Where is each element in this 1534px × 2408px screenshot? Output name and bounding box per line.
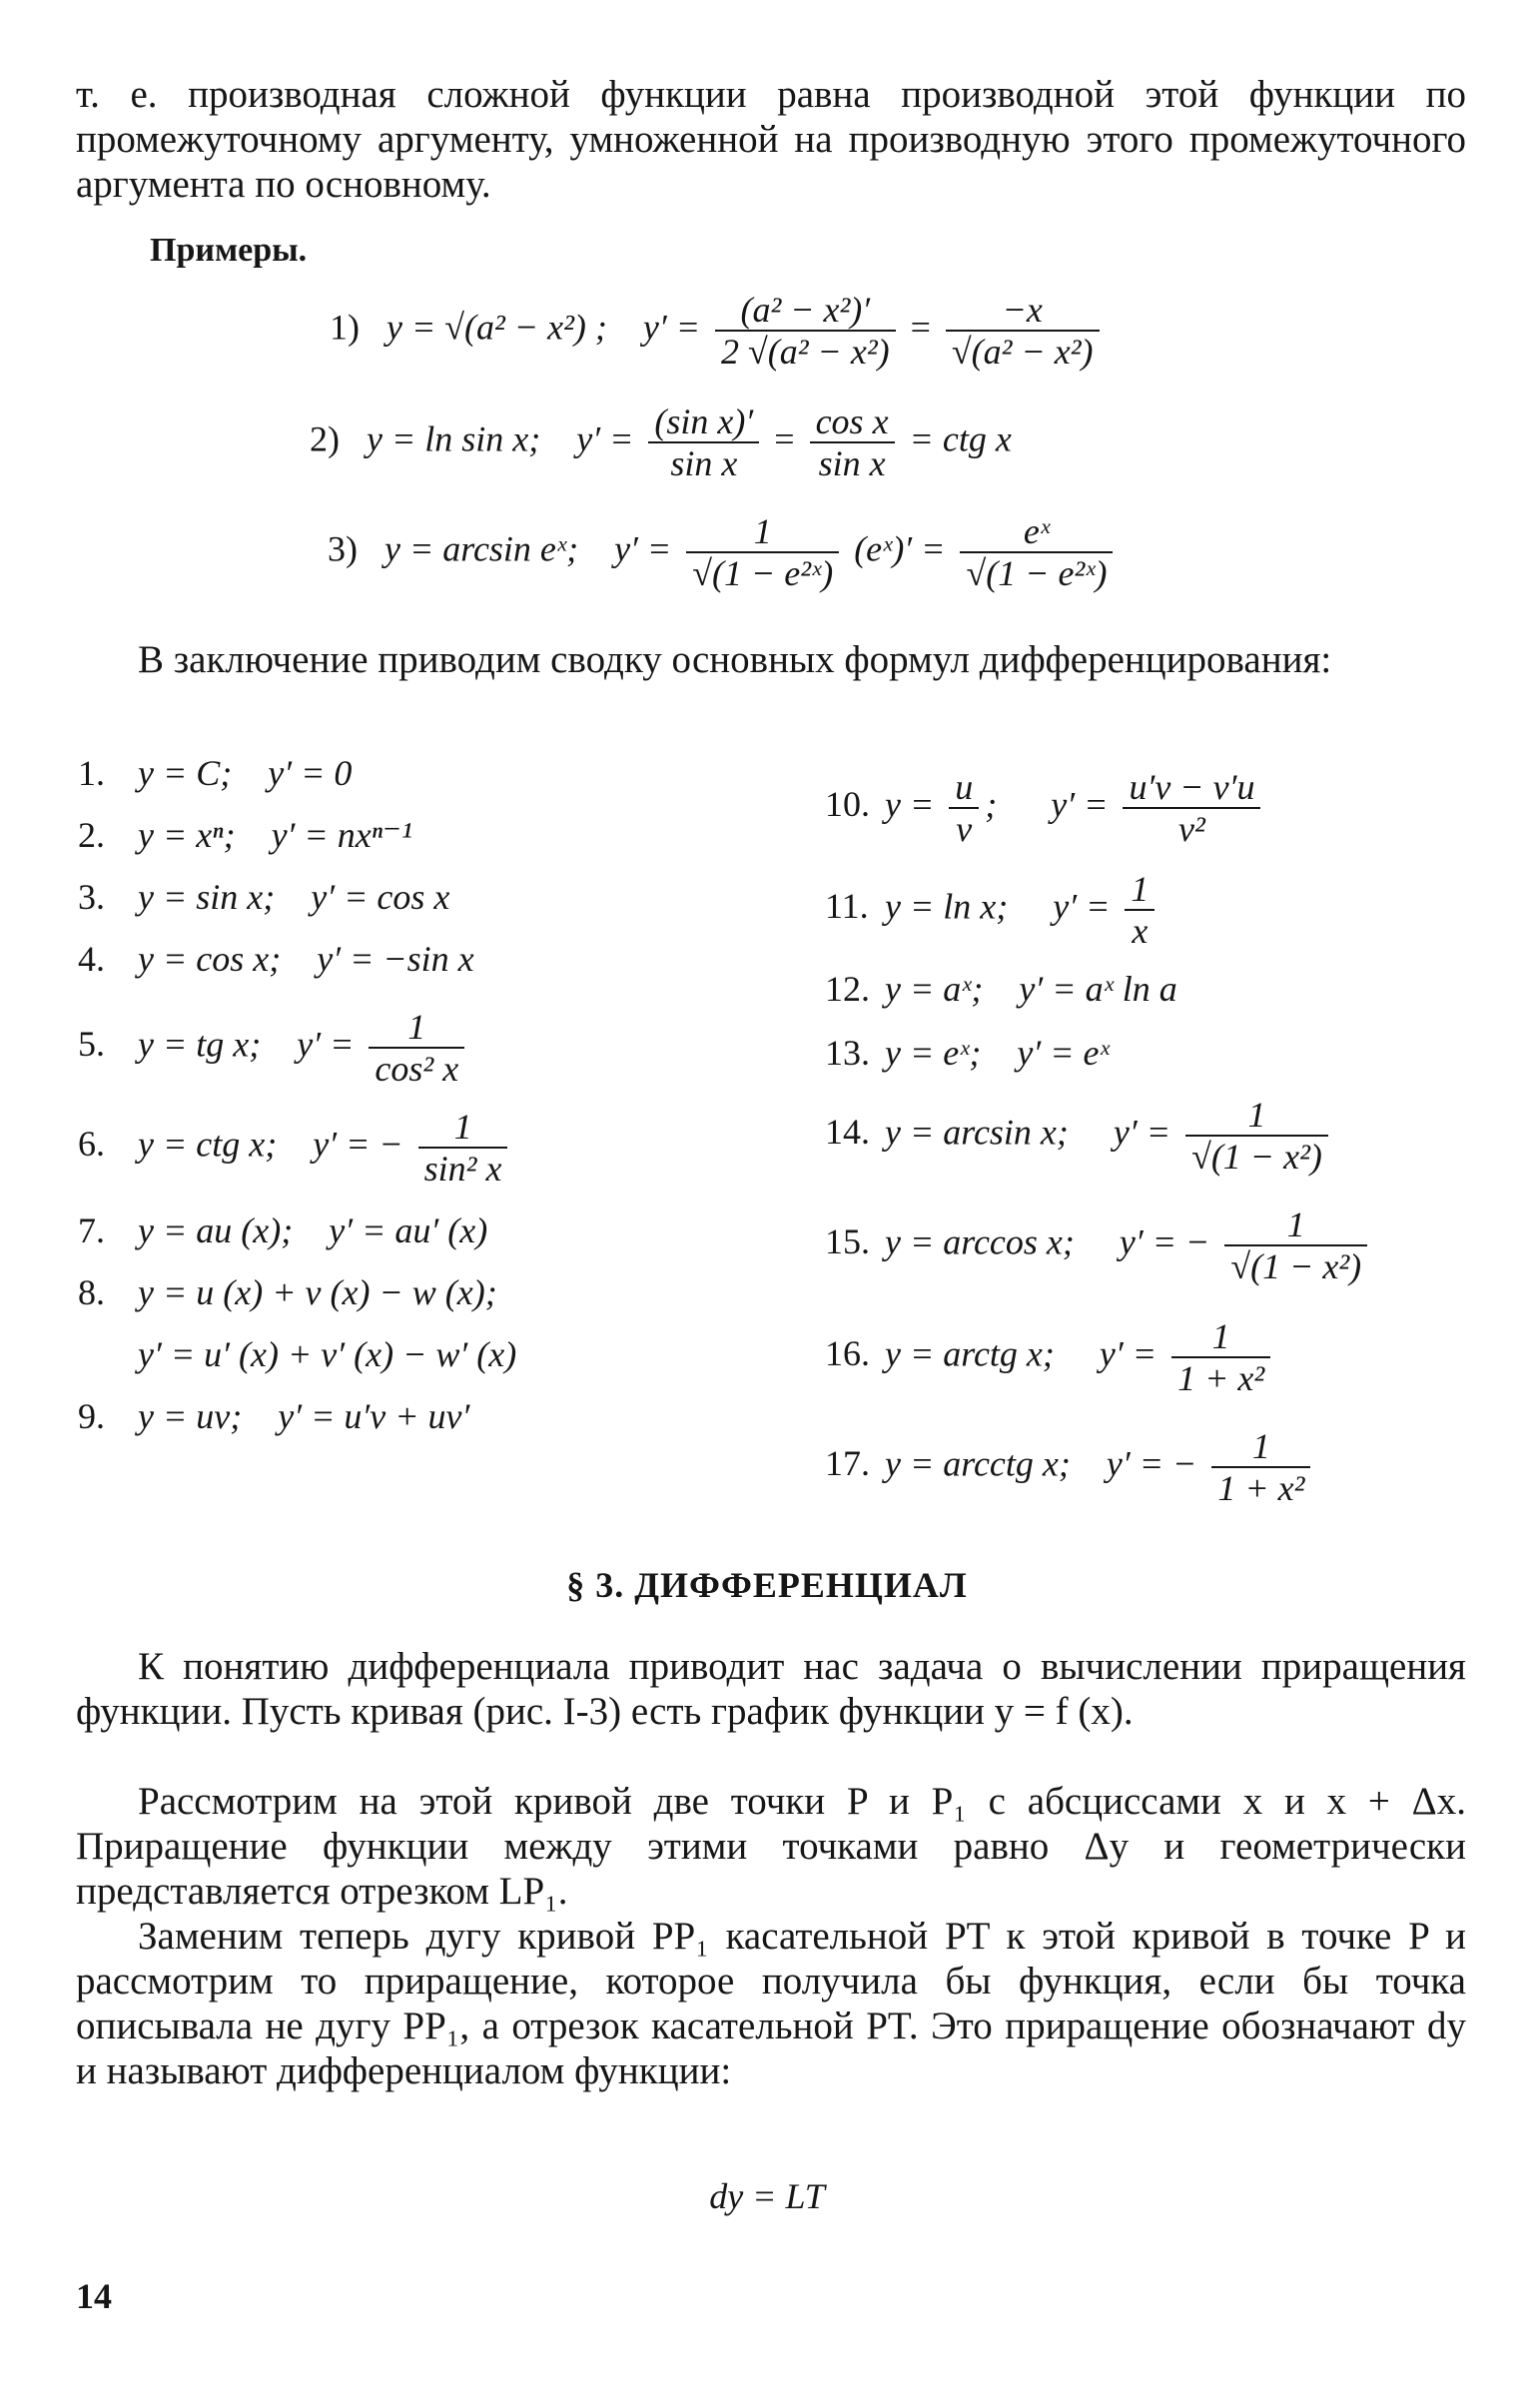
example-1-number: 1) <box>330 307 360 348</box>
formula-16: 16. y = arctg x; y′ = $\frac{1}{\text{1 + x²}}$ <box>825 1316 1276 1398</box>
example-2-result: = ctg x <box>909 418 1012 459</box>
example-1-fraction-2: $\frac{-x}{\text{√(a² − x²)}}$ <box>946 290 1100 372</box>
example-2-function: y = ln sin x; <box>367 418 541 459</box>
example-2-fraction-1: $\frac{\text{(sin x)′}}{\text{sin x}}$ <box>648 401 759 483</box>
formula-4: 4. y = cos x; y′ = −sin x <box>78 939 474 979</box>
formula-6: 6. y = ctg x; y′ = − $\frac{1}{\text{sin² x}}$ <box>78 1107 513 1189</box>
example-2: 2) y = ln sin x; y′ = $\frac{\text{(sin x)′}}{\text{sin x}}$ = $\frac{\text{cos x}}{\text{sin x}}$ = ctg x <box>310 401 1012 483</box>
formula-3: 3. y = sin x; y′ = cos x <box>78 877 450 917</box>
section-heading: § 3. ДИФФЕРЕНЦИАЛ <box>566 1565 968 1605</box>
formula-13: 13. y = eˣ; y′ = eˣ <box>825 1033 1110 1073</box>
section-paragraph-3: Заменим теперь дугу кривой PP₁ касательной PT к этой кривой в точке P и рассмотрим то приращение, которое получила бы функция, если бы точка описывала не дугу PP₁, а отрезок касательной PT. Это приращение обозначают dy и называют дифференциалом функции: <box>76 1915 1466 2092</box>
example-3-number: 3) <box>328 528 358 569</box>
example-3-function: y = arcsin eˣ; <box>384 528 579 569</box>
summary-text: В заключение приводим сводку основных формул дифференцирования: <box>138 638 1332 681</box>
formula-14: 14. y = arcsin x; y′ = $\frac{1}{\text{√(1 − x²)}}$ <box>825 1095 1334 1177</box>
formula-10: 10. y = $\frac{u}{v}$ ; y′ = $\frac{u'v - v'u}{\text{v²}}$ <box>825 767 1266 849</box>
formula-9: 9. y = uv; y′ = u′v + uv′ <box>78 1396 470 1436</box>
formula-1: 1. y = C; y′ = 0 <box>78 753 353 793</box>
example-1-fraction-1: $\frac{\text{(a² − x²)′}}{\text{2 √(a² − x²)}}$ <box>715 290 896 372</box>
example-2-fraction-2: $\frac{\text{cos x}}{\text{sin x}}$ <box>810 401 895 483</box>
example-3-middle: (eˣ)′ = <box>854 528 946 569</box>
example-2-number: 2) <box>310 418 340 459</box>
formula-11: 11. y = ln x; y′ = $\frac{1}{x}$ <box>825 869 1160 951</box>
formula-15: 15. y = arccos x; y′ = − $\frac{1}{\text{√(1 − x²)}}$ <box>825 1204 1373 1286</box>
intro-paragraph <box>76 72 1466 207</box>
formula-8: 8. y = u (x) + v (x) − w (x); <box>78 1272 497 1312</box>
example-3: 3) y = arcsin eˣ; y′ = $\frac{1}{\text{√(1 − e²ˣ)}}$ (eˣ)′ = $\frac{\text{eˣ}}{\text{√(1 − e²ˣ)}}$ <box>328 511 1119 593</box>
summary-paragraph <box>76 637 1466 682</box>
differential-formula: dy = LT <box>709 2176 825 2216</box>
formula-8-derivative: y′ = u′ (x) + v′ (x) − w′ (x) <box>138 1334 517 1374</box>
page-number: 14 <box>76 2276 112 2316</box>
formula-7: 7. y = au (x); y′ = au′ (x) <box>78 1210 488 1250</box>
example-3-fraction-1: $\frac{1}{\text{√(1 − e²ˣ)}}$ <box>686 511 839 593</box>
example-1: 1) y = √(a² − x²) ; y′ = $\frac{\text{(a² − x²)′}}{\text{2 √(a² − x²)}}$ = $\frac{-x}{\text{√(a² − x²)}}$ <box>330 290 1106 372</box>
example-1-function: y = √(a² − x²) ; <box>386 307 607 348</box>
section-paragraph-2: Рассмотрим на этой кривой две точки P и P₁ с абсциссами x и x + Δx. Приращение функции между этими точками равно Δy и геометрически представляется отрезком LP₁. <box>76 1780 1466 1913</box>
formula-12: 12. y = aˣ; y′ = aˣ ln a <box>825 969 1177 1009</box>
intro-text: т. е. производная сложной функции равна производной этой функции по промежуточному аргументу, умноженной на производную этого промежуточного аргумента по основному. <box>76 73 1466 206</box>
formula-5: 5. y = tg x; y′ = $\frac{1}{\text{cos² x}}$ <box>78 1007 470 1089</box>
formula-17: 17. y = arcctg x; y′ = − $\frac{1}{\text{1 + x²}}$ <box>825 1426 1316 1508</box>
formula-2: 2. y = xⁿ; y′ = nxⁿ⁻¹ <box>78 815 412 855</box>
section-paragraph-1: К понятию дифференциала приводит нас задача о вычислении приращения функции. Пусть кривая (рис. I-3) есть график функции y = f (x). <box>76 1645 1466 1733</box>
example-3-fraction-2: $\frac{\text{eˣ}}{\text{√(1 − e²ˣ)}}$ <box>960 511 1113 593</box>
examples-heading: Примеры. <box>150 232 308 269</box>
